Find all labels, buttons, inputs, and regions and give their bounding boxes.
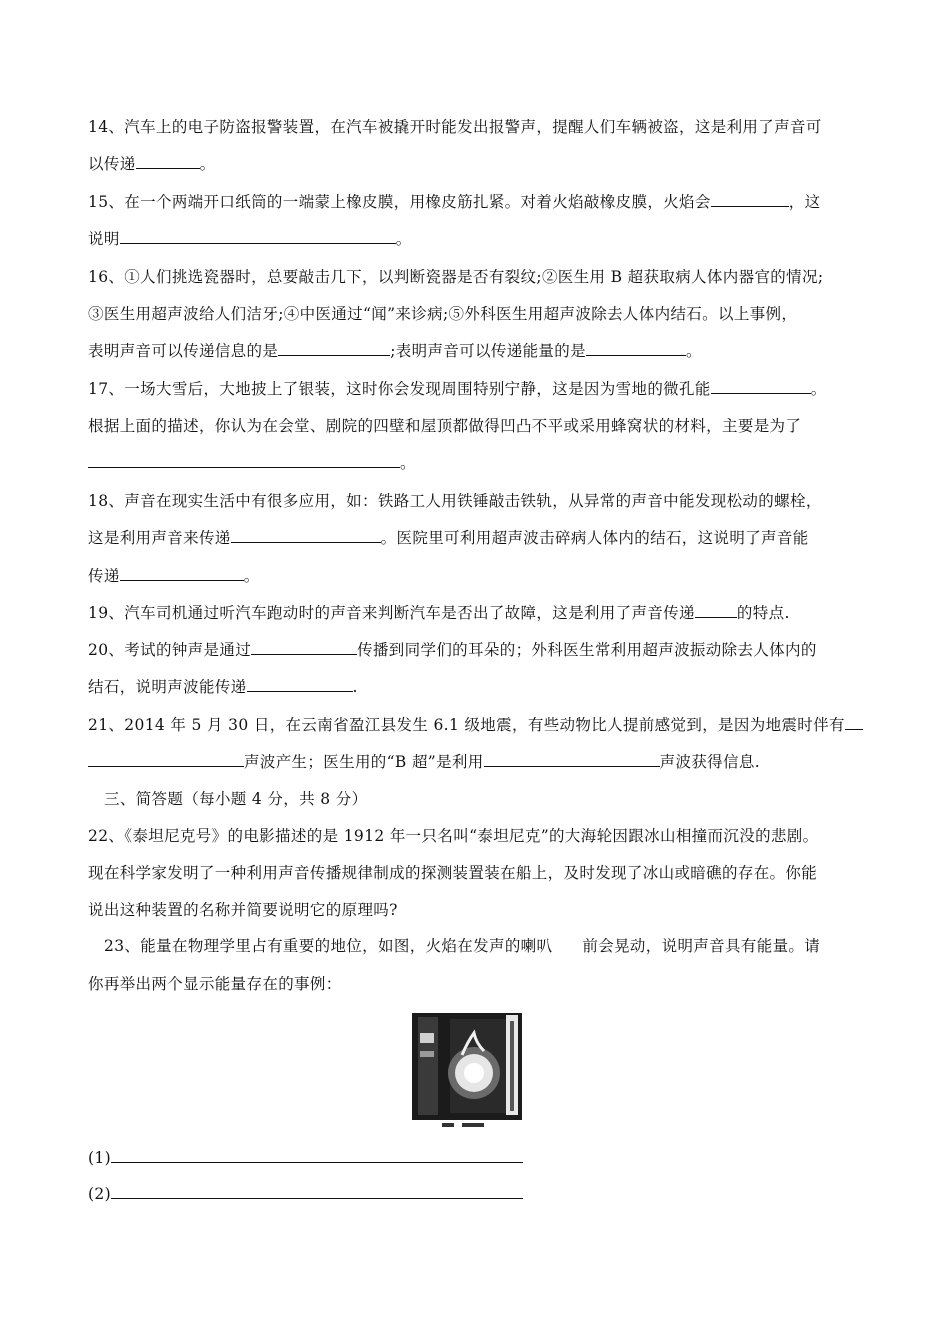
text-line-q20-l2 bbox=[88, 677, 358, 697]
text-line-q15-l2 bbox=[88, 229, 412, 249]
text-segment: 前会晃动，说明声音具有能量。请 bbox=[582, 937, 821, 955]
text-line-q18-l1 bbox=[88, 491, 822, 511]
text-line-q16-l3 bbox=[88, 341, 702, 361]
text-segment: 。 bbox=[395, 230, 412, 248]
text-segment: 说明 bbox=[88, 230, 120, 248]
text-segment: 。医院里可利用超声波击碎病人体内的结石，这说明了声音能 bbox=[380, 529, 809, 547]
answer-blank[interactable] bbox=[278, 341, 390, 356]
text-segment: (2) bbox=[88, 1185, 112, 1203]
text-line-q17-l3 bbox=[88, 453, 416, 473]
text-segment: 。 bbox=[400, 454, 416, 472]
text-segment: 的特点. bbox=[736, 604, 790, 622]
text-line-q19-l1 bbox=[88, 603, 790, 623]
text-segment: . bbox=[352, 678, 358, 696]
text-segment: 声波产生；医生用的“B 超”是利用 bbox=[244, 753, 484, 771]
text-line-q14-l1 bbox=[88, 117, 822, 137]
text-line-q22-l2 bbox=[88, 863, 817, 883]
text-segment: 声波获得信息. bbox=[659, 753, 761, 771]
answer-blank[interactable] bbox=[711, 192, 789, 207]
text-line-ans1 bbox=[88, 1148, 523, 1168]
text-segment: 17、一场大雪后，大地披上了银装，这时你会发现周围特别宁静，这是因为雪地的微孔能 bbox=[88, 380, 711, 398]
text-segment: (1) bbox=[88, 1149, 112, 1167]
text-line-q14-l2 bbox=[88, 154, 215, 174]
answer-blank[interactable] bbox=[695, 603, 737, 618]
text-segment: 传递 bbox=[88, 567, 120, 585]
text-line-q16-l1 bbox=[88, 267, 823, 287]
text-segment: 现在科学家发明了一种利用声音传播规律制成的探测装置装在船上，及时发现了冰山或暗礁的存在。你能 bbox=[88, 864, 818, 882]
text-line-q17-l1 bbox=[88, 379, 827, 399]
text-line-q20-l1 bbox=[88, 640, 817, 660]
text-segment: 23、能量在物理学里占有重要的地位，如图，火焰在发声的喇叭 bbox=[104, 937, 553, 955]
answer-blank[interactable] bbox=[231, 528, 381, 543]
text-line-q22-l3 bbox=[88, 900, 398, 920]
text-line-sec3 bbox=[104, 789, 367, 809]
text-line-q23-l1 bbox=[104, 936, 820, 956]
text-segment: ;表明声音可以传递能量的是 bbox=[390, 342, 586, 360]
answer-blank[interactable] bbox=[88, 752, 244, 767]
text-segment: 。 bbox=[810, 380, 827, 398]
answer-blank[interactable] bbox=[586, 341, 686, 356]
answer-blank[interactable] bbox=[111, 1184, 523, 1199]
text-line-q17-l2 bbox=[88, 416, 801, 436]
text-line-q21-l2 bbox=[88, 752, 760, 772]
text-line-q22-l1 bbox=[88, 826, 818, 846]
answer-blank[interactable] bbox=[111, 1148, 523, 1163]
text-segment: 22、《泰坦尼克号》的电影描述的是 1912 年一只名叫“泰坦尼克”的大海轮因跟冰山相撞而沉没的悲剧。 bbox=[88, 827, 819, 845]
text-segment: 14、汽车上的电子防盗报警装置，在汽车被撬开时能发出报警声，提醒人们车辆被盗，这是利用了声音可 bbox=[88, 118, 822, 136]
answer-blank[interactable] bbox=[251, 640, 357, 655]
text-segment: 结石，说明声波能传递 bbox=[88, 678, 247, 696]
answer-blank[interactable] bbox=[120, 229, 396, 244]
text-line-q21-l1 bbox=[88, 715, 863, 735]
answer-blank[interactable] bbox=[136, 154, 200, 169]
text-segment: 21、2014 年 5 月 30 日，在云南省盈江县发生 6.1 级地震，有些动物比人提前感觉到，是因为地震时伴有 bbox=[88, 716, 845, 734]
speaker-flame-figure bbox=[410, 1011, 524, 1128]
answer-blank[interactable] bbox=[845, 715, 863, 730]
answer-blank[interactable] bbox=[484, 752, 660, 767]
text-segment: 19、汽车司机通过听汽车跑动时的声音来判断汽车是否出了故障，这是利用了声音传递 bbox=[88, 604, 695, 622]
text-line-q16-l2 bbox=[88, 304, 797, 324]
text-line-ans2 bbox=[88, 1184, 523, 1204]
text-segment: 传播到同学们的耳朵的；外科医生常利用超声波振动除去人体内的 bbox=[357, 641, 817, 659]
text-segment: 以传递 bbox=[88, 155, 136, 173]
text-segment: 你再举出两个显示能量存在的事例： bbox=[88, 975, 342, 993]
text-segment: 说出这种装置的名称并简要说明它的原理吗? bbox=[88, 901, 398, 919]
text-segment: 这是利用声音来传递 bbox=[88, 529, 231, 547]
text-line-q18-l3 bbox=[88, 566, 260, 586]
text-segment: 20、考试的钟声是通过 bbox=[88, 641, 252, 659]
text-segment: 。 bbox=[199, 155, 216, 173]
text-segment: 根据上面的描述，你认为在会堂、剧院的四壁和屋顶都做得凹凸不平或采用蜂窝状的材料，主要是为了 bbox=[88, 417, 802, 435]
text-segment: 。 bbox=[243, 567, 260, 585]
text-segment: 18、声音在现实生活中有很多应用，如：铁路工人用铁锤敲击铁轨，从异常的声音中能发现松动的螺栓， bbox=[88, 492, 822, 510]
answer-blank[interactable] bbox=[711, 379, 811, 394]
answer-blank[interactable] bbox=[88, 453, 400, 468]
text-segment: 表明声音可以传递信息的是 bbox=[88, 342, 279, 360]
answer-blank[interactable] bbox=[247, 677, 353, 692]
text-line-q18-l2 bbox=[88, 528, 809, 548]
text-line-q15-l1 bbox=[88, 192, 820, 212]
text-segment: 。 bbox=[685, 342, 702, 360]
text-line-q23-l2 bbox=[88, 974, 342, 994]
text-segment: ③医生用超声波给人们洁牙;④中医通过“闻”来诊病;⑤外科医生用超声波除去人体内结石。以上事例， bbox=[88, 305, 798, 323]
text-segment: 三、简答题（每小题 4 分，共 8 分） bbox=[104, 790, 368, 808]
text-segment: 16、①人们挑选瓷器时，总要敲击几下，以判断瓷器是否有裂纹;②医生用 B 超获取病人体内器官的情况; bbox=[88, 268, 824, 286]
text-segment: ，这 bbox=[788, 193, 821, 211]
text-segment: 15、在一个两端开口纸筒的一端蒙上橡皮膜，用橡皮筋扎紧。对着火焰敲橡皮膜，火焰会 bbox=[88, 193, 711, 211]
answer-blank[interactable] bbox=[120, 566, 244, 581]
